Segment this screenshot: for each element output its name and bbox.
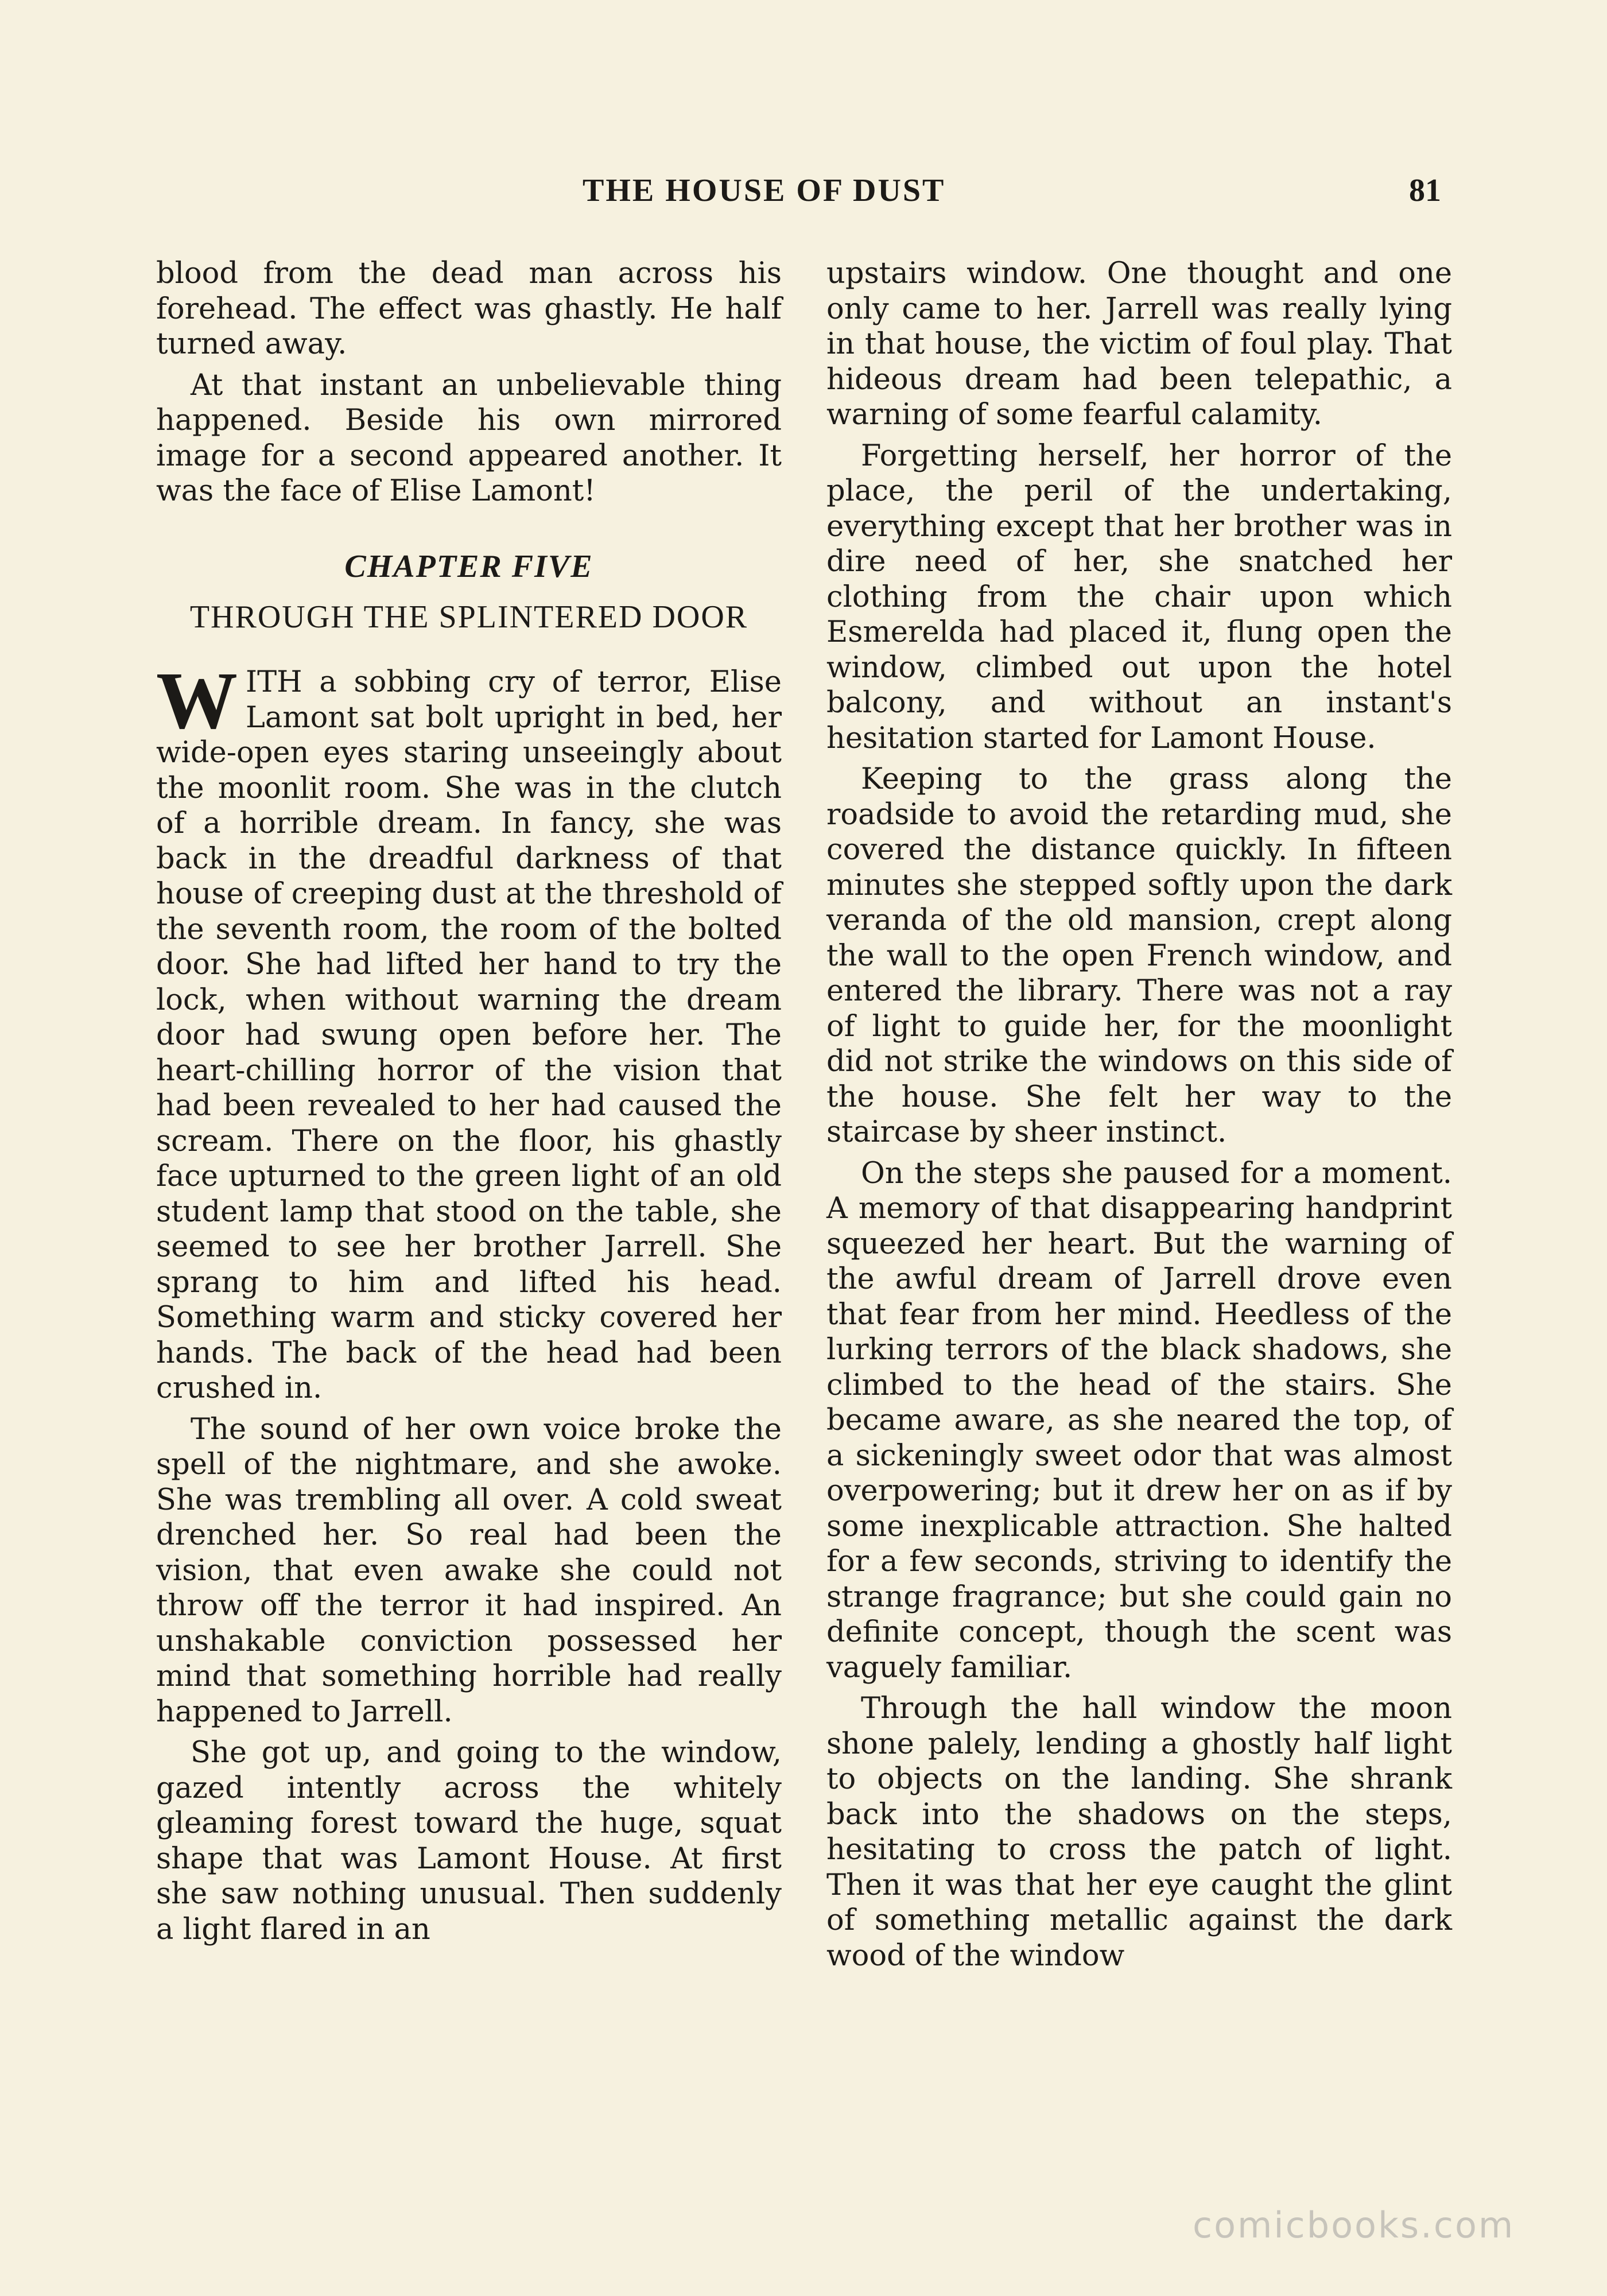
paragraph: At that instant an unbelievable thing happened. Beside his own mirrored image for a second appeared another. It was the face of Elise Lamont! <box>156 368 782 508</box>
paragraph: The sound of her own voice broke the spell of the nightmare, and she awoke. She was trembling all over. A cold sweat drenched her. So real had been the vision, that even awake she could not throw off the terror it had inspired. An unshakable conviction possessed her mind that something horrible had really happened to Jarrell. <box>156 1412 782 1729</box>
chapter-title: THROUGH THE SPLINTERED DOOR <box>189 599 748 635</box>
running-title: THE HOUSE OF DUST <box>583 173 946 208</box>
right-column <box>826 256 1452 1979</box>
paragraph: Through the hall window the moon shone palely, lending a ghostly half light to objects on the landing. She shrank back into the shadows on the steps, hesitating to cross the patch of light. Then it was that her eye caught the glint of something metallic against the dark wood of the window <box>826 1692 1452 1973</box>
paragraph: Keeping to the grass along the roadside to avoid the retarding mud, she covered the distance quickly. In fifteen minutes she stepped softly upon the dark veranda of the old mansion, crept along the wall to the open French window, and entered the library. There was not a ray of light to guide her, for the moonlight did not strike the windows on this side of the house. She felt her way to the staircase by sheer instinct. <box>826 762 1452 1149</box>
watermark: comicbooks.com <box>1193 2204 1515 2246</box>
opening-paragraph <box>156 655 782 1406</box>
paragraph: Forgetting herself, her horror of the place, the peril of the undertaking, everything except that her brother was in dire need of her, she snatched her clothing from the chair upon which Esmerelda had placed it, flung open the window, climbed out upon the hotel balcony, and without an instant's hesitation started for Lamont House. <box>826 439 1452 755</box>
drop-cap: W <box>156 655 238 746</box>
paragraph: blood from the dead man across his forehead. The effect was ghastly. He half turned away. <box>156 257 782 361</box>
paragraph: She got up, and going to the window, gazed intently across the whitely gleaming forest toward the huge, squat shape that was Lamont House. At first she saw nothing unusual. Then suddenly a light flared in an <box>156 1736 782 1946</box>
paragraph: upstairs window. One thought and one only came to her. Jarrell was really lying in that house, the victim of foul play. That hideous dream had been telepathic, a warning of some fearful calamity. <box>826 257 1452 432</box>
page-number: 81 <box>1409 173 1441 208</box>
left-column <box>156 256 782 1953</box>
paragraph: On the steps she paused for a moment. A memory of that disappearing handprint squeezed her heart. But the warning of the awful dream of Jarrell drove even that fear from her mind. Heedless of the lurking terrors of the black shadows, she climbed to the head of the stairs. She became aware, as she neared the top, of a sickeningly sweet odor that was almost overpowering; but it drew her on as if by some inexplicable attraction. She halted for a few seconds, striving to identify the strange fragrance; but she could gain no definite concept, though the scent was vaguely familiar. <box>826 1156 1452 1685</box>
chapter-number: CHAPTER FIVE <box>344 548 593 584</box>
paragraph-text: ITH a sobbing cry of terror, Elise Lamont sat bolt upright in bed, her wide-open eyes staring unseeingly about the moonlit room. She was in the clutch of a horrible dream. In fancy, she was back in the dreadful darkness of that house of creeping dust at the threshold of the seventh room, the room of the bolted door. She had lifted her hand to try the lock, when without warning the dream door had swung open before her. The heart-chilling horror of the vision that had been revealed to her had caused the scream. There on the floor, his ghastly face upturned to the green light of an old student lamp that stood on the table, she seemed to see her brother Jarrell. She sprang to him and lifted his head. Something warm and sticky covered her hands. The back of the head had been crushed in. <box>156 665 782 1405</box>
